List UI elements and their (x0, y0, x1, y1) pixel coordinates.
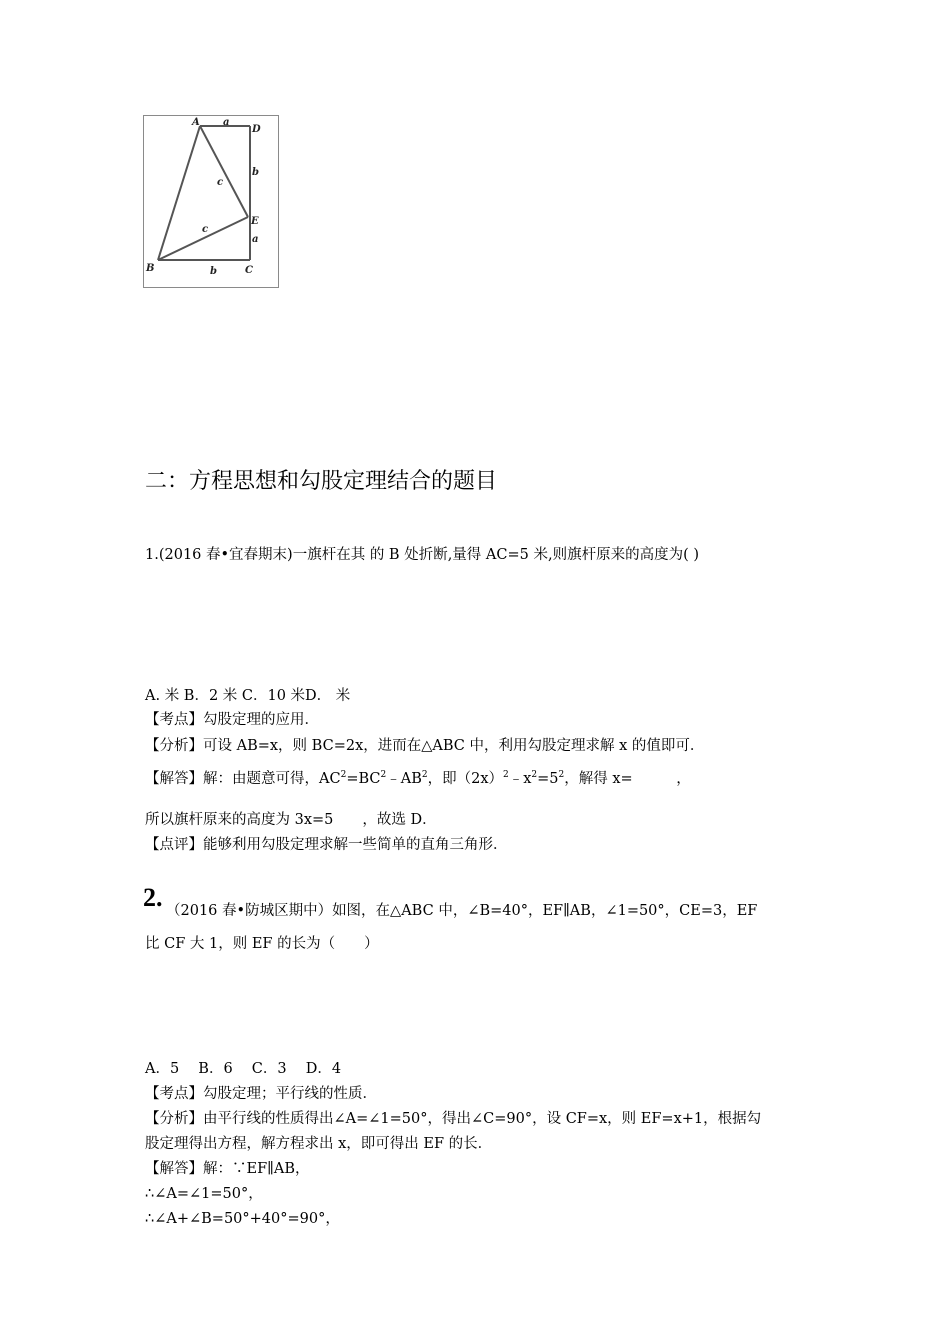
label-side-b-right: b (252, 167, 259, 178)
label-side-a-right: a (252, 234, 259, 245)
q1-jieda (145, 767, 691, 788)
q1-stem: 1.(2016 春•宜春期末)一旗杆在其 的 B 处折断,量得 AC=5 米,则旗杆原来的高度为( ) (145, 547, 699, 563)
label-side-c-upper: c (217, 177, 224, 188)
q2-kaodian: 【考点】勾股定理；平行线的性质． (145, 1086, 377, 1102)
q1-sup-3: 2 (421, 770, 428, 780)
q1-sup-2: 2 (380, 770, 387, 780)
section-title: 二：方程思想和勾股定理结合的题目 (145, 469, 498, 494)
q2-step1: ∴∠A=∠1=50°， (145, 1186, 263, 1202)
q1-dianping: 【点评】能够利用勾股定理求解一些简单的直角三角形． (145, 837, 508, 853)
label-d: D (252, 124, 261, 135)
label-side-a-top: a (223, 117, 230, 128)
q2-stem-line1: （2016 春•防城区期中）如图，在△ABC 中，∠B=40°，EF∥AB，∠1=50°，CE=3，EF (166, 903, 758, 919)
segment-ab (158, 126, 200, 260)
q1-jieda-text: =BC (346, 771, 381, 787)
label-e: E (251, 216, 259, 227)
q1-jieda-text: ﹣x (508, 771, 532, 787)
q1-options: A. 米 B．2 米 C．10 米D． 米 (145, 688, 351, 704)
q1-sup-5: 2 (531, 770, 538, 780)
q1-jieda-text: =5 (537, 771, 559, 787)
q1-jieda-text: ，即（2x） (427, 771, 503, 787)
label-a: A (192, 117, 200, 128)
q2-fenxi-line1: 【分析】由平行线的性质得出∠A=∠1=50°，得出∠C=90°，设 CF=x，则 EF=x+1，根据勾 (145, 1111, 762, 1127)
q1-kaodian: 【考点】勾股定理的应用． (145, 712, 319, 728)
q1-jieda-text: ﹣AB (386, 771, 422, 787)
q1-jieda-text: ，解得 x= ， (564, 771, 691, 787)
q2-number: 2. (143, 883, 163, 912)
q1-fenxi: 【分析】可设 AB=x，则 BC=2x，进而在△ABC 中，利用勾股定理求解 x 的值即可． (145, 738, 705, 754)
label-side-c-lower: c (202, 224, 209, 235)
q1-jieda-line2: 所以旗杆原来的高度为 3x=5 ，故选 D． (145, 812, 437, 828)
trapezoid-figure (143, 115, 279, 288)
label-side-b-bottom: b (210, 266, 217, 277)
q2-step2: ∴∠A+∠B=50°+40°=90°， (145, 1211, 340, 1227)
q1-sup-6: 2 (558, 770, 565, 780)
q1-sup-1: 2 (340, 770, 347, 780)
segment-ae (200, 126, 248, 217)
figure-svg (144, 116, 280, 289)
q1-jieda-text: 【解答】解：由题意可得，AC (145, 771, 341, 787)
q2-jieda: 【解答】解：∵EF∥AB， (145, 1161, 310, 1177)
label-b: B (146, 263, 155, 274)
q2-fenxi-line2: 股定理得出方程，解方程求出 x，即可得出 EF 的长． (145, 1136, 493, 1152)
q2-stem-line2: 比 CF 大 1，则 EF 的长为（ ） (145, 936, 379, 952)
label-c: C (245, 265, 253, 276)
q2-options: A．5 B．6 C．3 D．4 (145, 1061, 342, 1077)
q1-sup-4: 2 (503, 770, 509, 780)
